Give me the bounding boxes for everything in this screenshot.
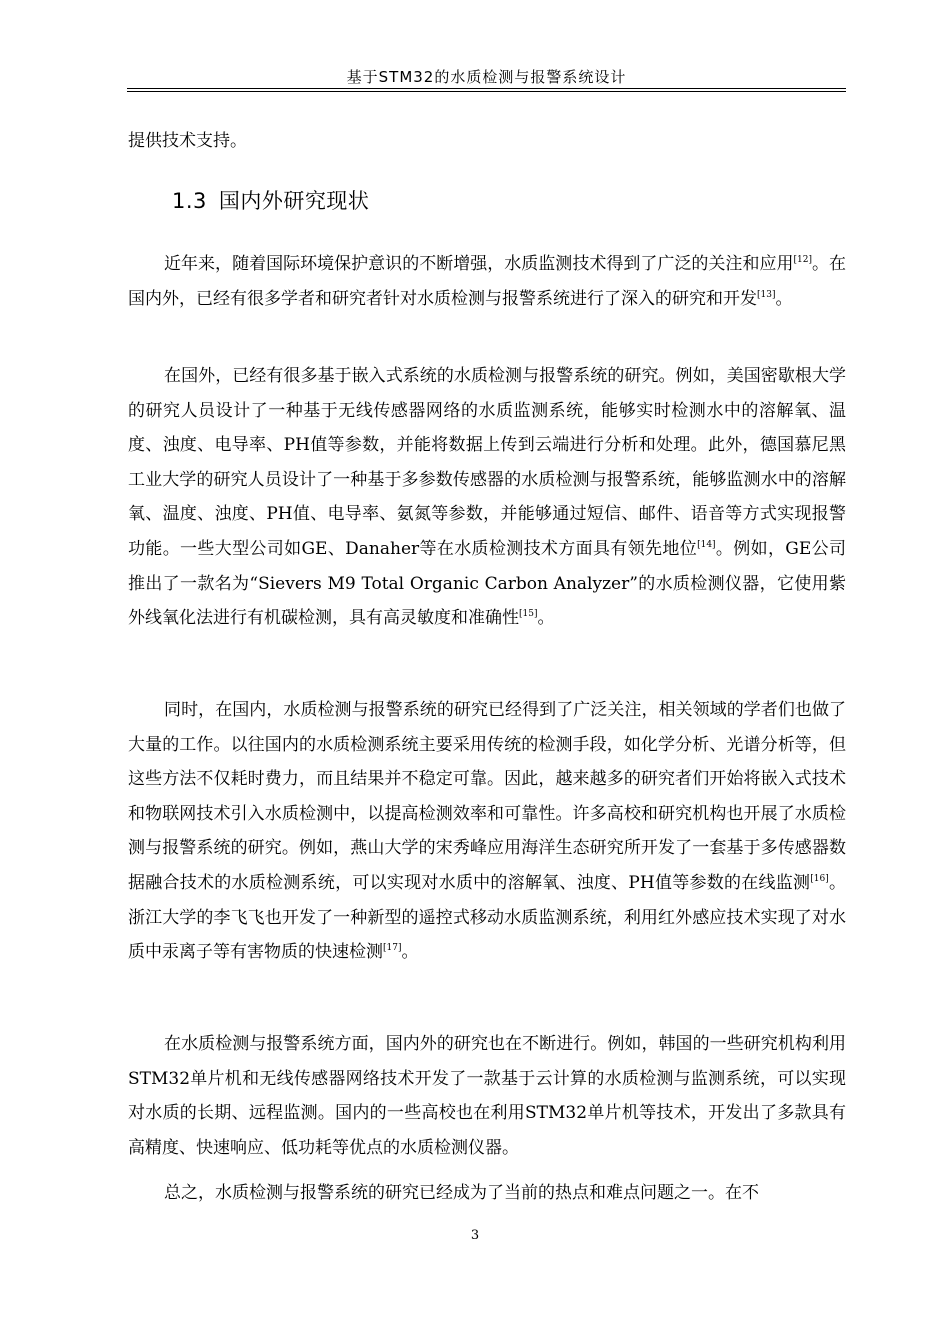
header-rule — [127, 88, 846, 89]
paragraph-text: 。在国内外，已经有很多学者和研究者针对水质检测与报警系统进行了深入的研究和开发 — [128, 254, 847, 309]
paragraph-text: 同时，在国内，水质检测与报警系统的研究已经得到了广泛关注，相关领域的学者们也做了大量的工作。以往国内的水质检测系统主要采用传统的检测手段，如化学分析、光谱分析等，但这些方法不仅耗时费力，而且结果并不稳定可靠。因此，越来越多的研究者们开始将嵌入式技术和物联网技术引入水质检测中，以提高检测效率和可靠性。许多高校和研究机构也开展了水质检测与报警系统的研究。例如，燕山大学的宋秀峰应用海洋生态研究所开发了一套基于多传感器数据融合技术的水质检测系统，可以实现对水质中的溶解氧、浊度、PH值等参数的在线监测 — [128, 700, 846, 893]
running-header: 基于STM32的水质检测与报警系统设计 — [346, 68, 627, 86]
paragraph-text: 。 — [537, 608, 555, 629]
paragraph-2 — [128, 359, 846, 636]
paragraph-text: 。 — [401, 942, 419, 963]
section-number: 1.3 — [172, 189, 207, 213]
citation: [13] — [757, 289, 776, 300]
paragraph-1 — [128, 247, 846, 316]
paragraph-continuation — [128, 124, 846, 159]
paragraph-text: 提供技术支持。 — [128, 131, 247, 151]
header-rule-thin — [127, 91, 846, 92]
section-heading — [172, 185, 369, 215]
paragraph-text: 。 — [775, 288, 793, 309]
paragraph-text: 总之，水质检测与报警系统的研究已经成为了当前的热点和难点问题之一。在不 — [164, 1183, 759, 1203]
citation: [14] — [697, 539, 716, 550]
citation: [16] — [810, 873, 829, 884]
paragraph-5 — [128, 1176, 846, 1211]
paragraph-text: 在水质检测与报警系统方面，国内外的研究也在不断进行。例如，韩国的一些研究机构利用STM32单片机和无线传感器网络技术开发了一款基于云计算的水质检测与监测系统，可以实现对水质的长期、远程监测。国内的一些高校也在利用STM32单片机等技术，开发出了多款具有高精度、快速响应、低功耗等优点的水质检测仪器。 — [128, 1034, 846, 1158]
paragraph-4 — [128, 1027, 846, 1165]
citation: [15] — [519, 609, 538, 620]
paragraph-text: 。例如，GE公司推出了一款名为“Sievers M9 Total Organic Carbon Analyzer”的水质检测仪器，它使用紫外线氧化法进行有机碳检测，具有高灵敏度和准确性 — [128, 538, 846, 629]
paragraph-3 — [128, 693, 846, 970]
paragraph-text: 近年来，随着国际环境保护意识的不断增强，水质监测技术得到了广泛的关注和应用 — [164, 254, 794, 274]
paragraph-text: 。浙江大学的李飞飞也开发了一种新型的遥控式移动水质监测系统，利用红外感应技术实现了对水质中汞离子等有害物质的快速检测 — [128, 872, 847, 963]
page-number: 3 — [470, 1228, 480, 1243]
citation: [17] — [383, 943, 402, 954]
paragraph-text: 在国外，已经有很多基于嵌入式系统的水质检测与报警系统的研究。例如，美国密歇根大学的研究人员设计了一种基于无线传感器网络的水质监测系统，能够实时检测水中的溶解氧、温度、浊度、电导率、PH值等参数，并能将数据上传到云端进行分析和处理。此外，德国慕尼黑工业大学的研究人员设计了一种基于多参数传感器的水质检测与报警系统，能够监测水中的溶解氧、温度、浊度、PH值、电导率、氨氮等参数，并能够通过短信、邮件、语音等方式实现报警功能。一些大型公司如GE、Danaher等在水质检测技术方面具有领先地位 — [128, 366, 846, 559]
section-title: 国内外研究现状 — [218, 189, 370, 213]
citation: [12] — [793, 255, 812, 265]
